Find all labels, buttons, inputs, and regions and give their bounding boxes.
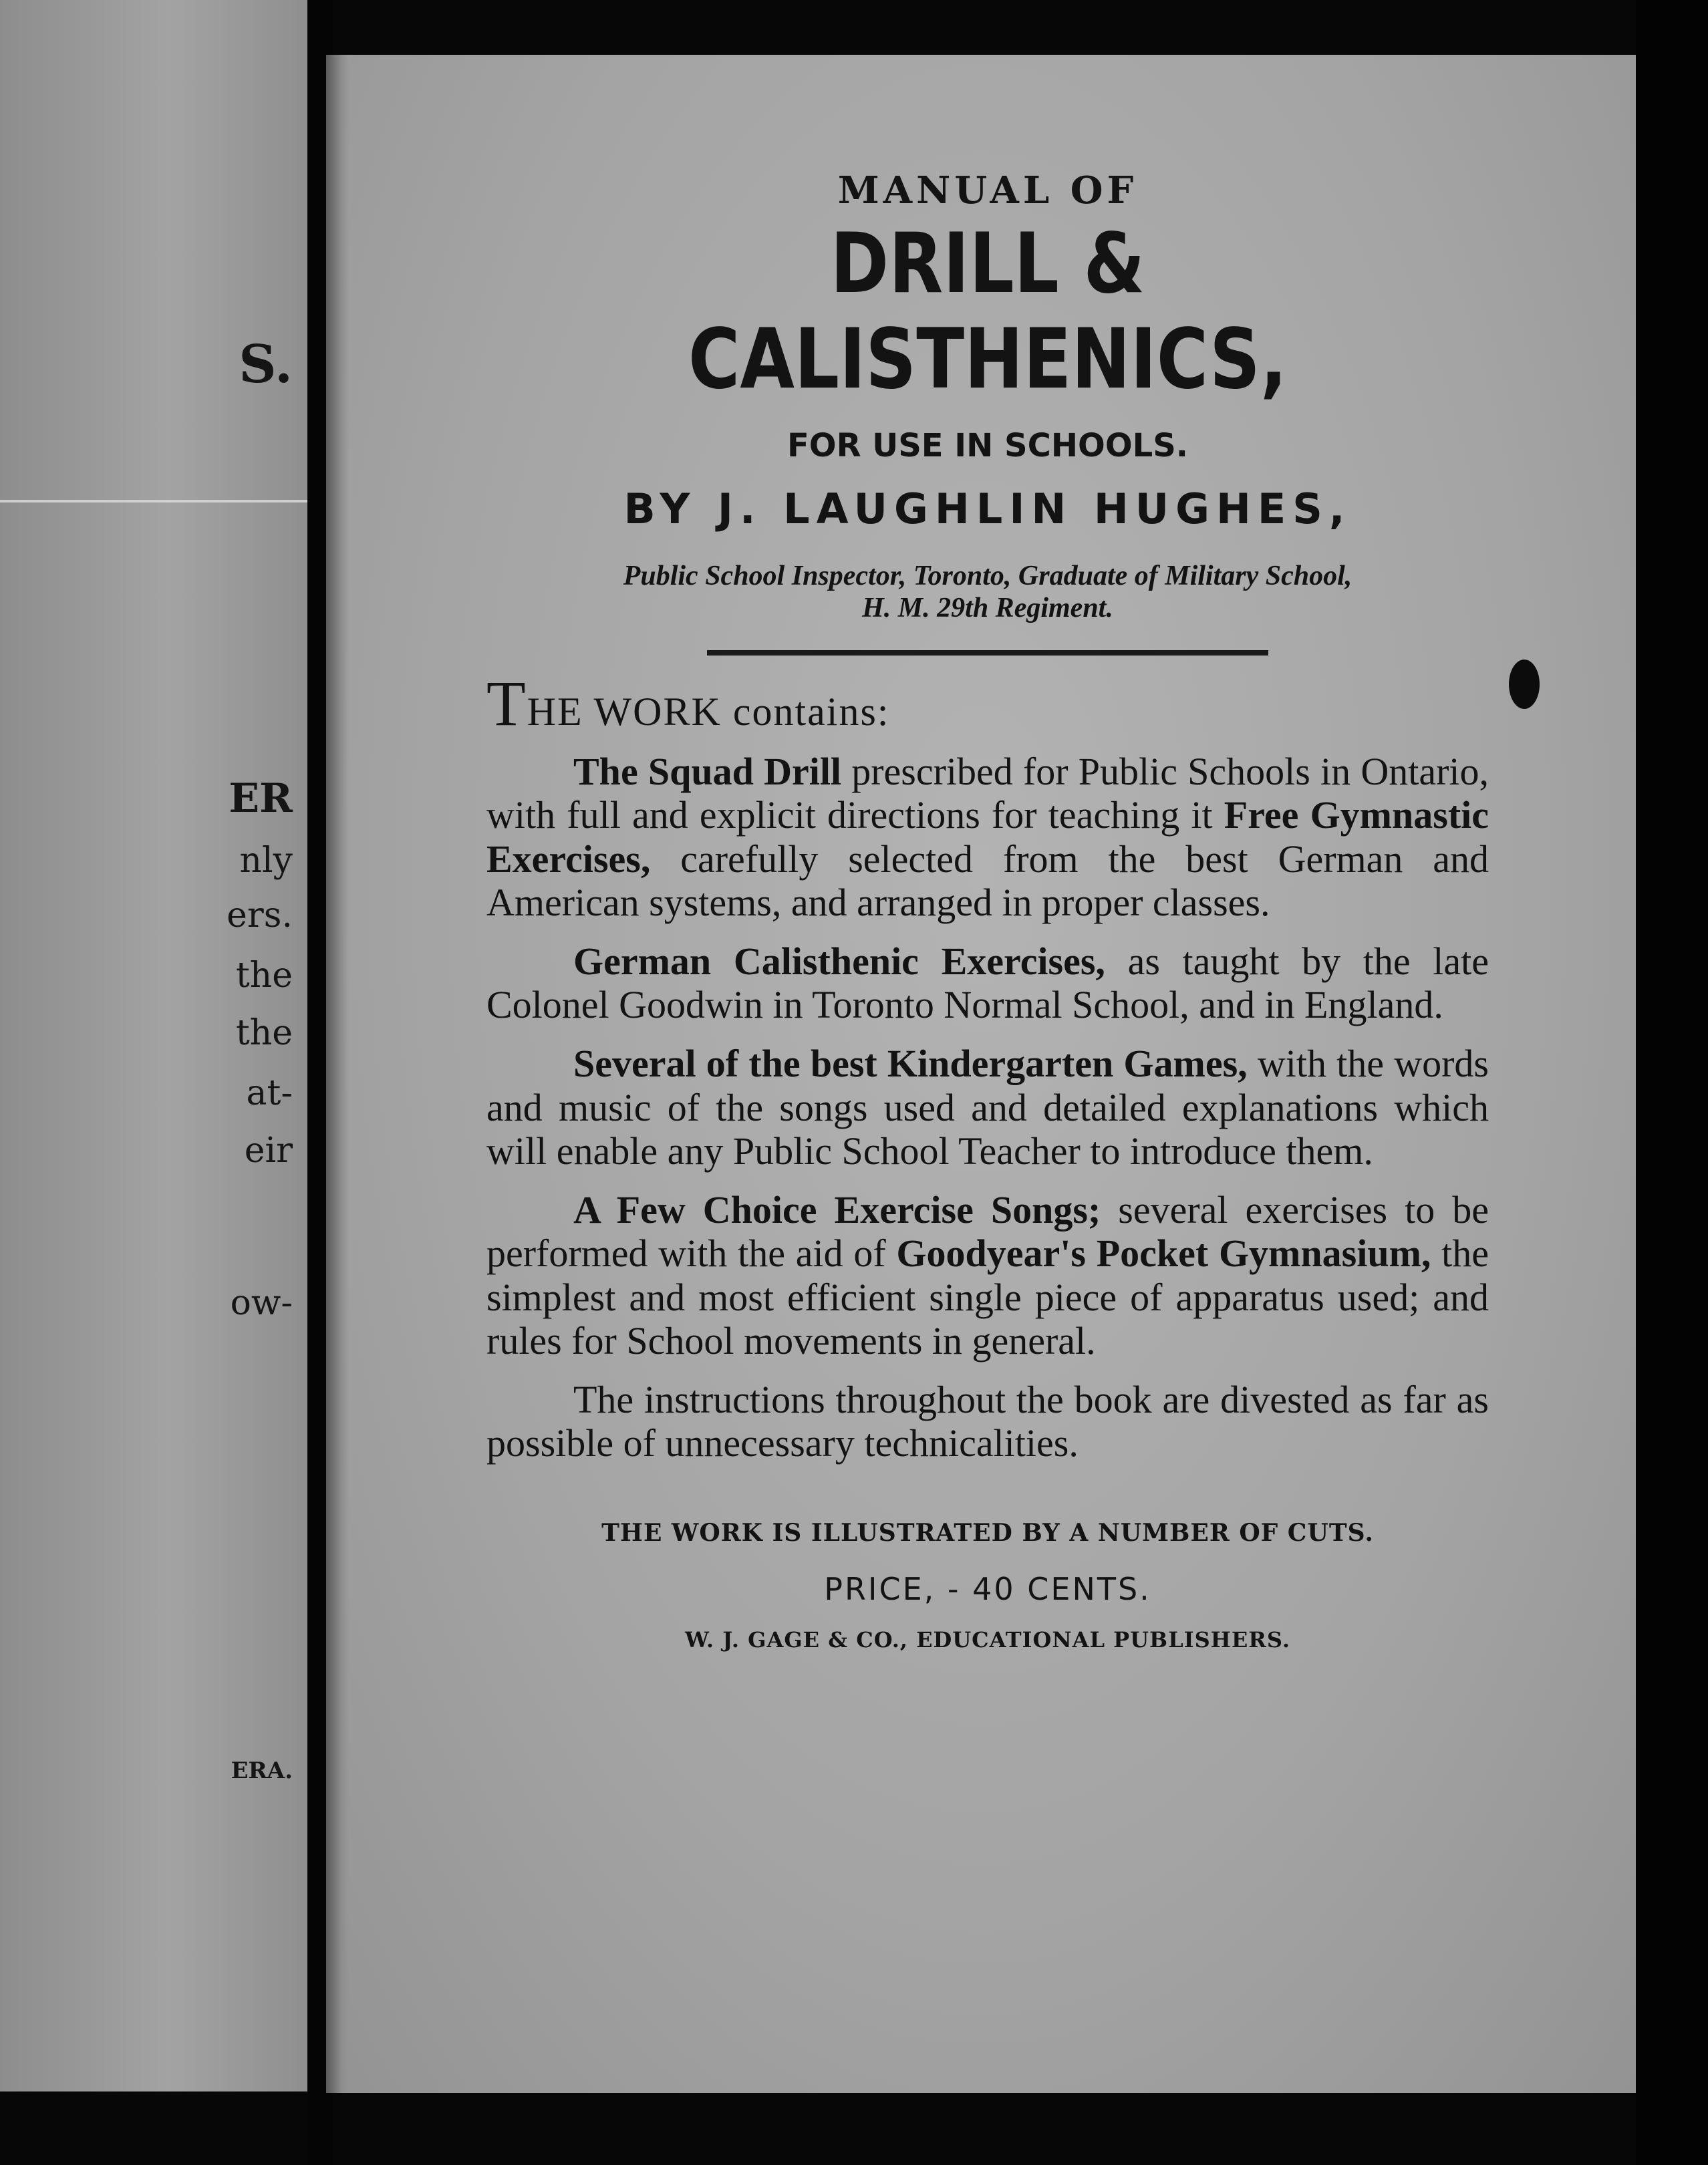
illustrated-note: THE WORK IS ILLUSTRATED BY A NUMBER OF CUTS. <box>601 1518 1374 1547</box>
author-role <box>486 560 1489 625</box>
emphasis: The Squad Drill <box>573 749 842 793</box>
emphasis: A Few Choice Exercise Songs; <box>573 1187 1101 1232</box>
left-fragment-text: the <box>235 1013 293 1053</box>
paragraph <box>486 750 1489 925</box>
intro-heading <box>486 667 1489 739</box>
scan-border <box>1636 0 1708 2165</box>
paragraph-text: carefully selected from the best German and American systems, and arranged in proper classes. <box>486 837 1489 925</box>
kicker: MANUAL OF <box>837 168 1138 212</box>
left-fragment-text: ER <box>229 775 293 822</box>
adjacent-page-fragment <box>0 0 307 2091</box>
ink-blot <box>1509 660 1540 709</box>
paragraph-text: prescribed for Public Schools in Ontario, with full and explicit directions for teaching it <box>486 749 1489 837</box>
book-title: DRILL & CALISTHENICS, <box>688 216 1288 408</box>
paragraph-text: several exercises to be performed with the aid of <box>486 1187 1489 1276</box>
paragraph-text: with the words and music of the songs used and detailed explanations which will enable any Public School Teacher to introduce them. <box>486 1041 1489 1173</box>
divider <box>0 500 307 502</box>
left-fragment-text: eir <box>244 1131 293 1171</box>
left-fragment-text: ERA. <box>231 1757 293 1784</box>
paragraph: The instructions throughout the book are divested as far as possible of unnecessary technicalities. <box>486 1377 1489 1465</box>
subtitle: FOR USE IN SCHOOLS. <box>787 427 1189 465</box>
emphasis: German Calisthenic Exercises, <box>573 939 1105 983</box>
byline: BY J. LAUGHLIN HUGHES, <box>623 484 1352 534</box>
emphasis: Goodyear's Pocket Gymnasium, <box>896 1232 1431 1276</box>
paragraph-text: as taught by the late Colonel Goodwin in Toronto Normal School, and in England. <box>486 939 1489 1027</box>
left-fragment-text: nly <box>239 841 293 881</box>
author-role-line: H. M. 29th Regiment. <box>862 593 1113 624</box>
intro-text: HE WORK contains: <box>527 689 890 734</box>
emphasis: Several of the best Kindergarten Games, <box>573 1041 1248 1085</box>
left-fragment-text: ers. <box>227 895 293 935</box>
page-edge <box>326 55 349 2093</box>
left-fragment-text: at- <box>246 1073 293 1113</box>
ad-content <box>486 168 1489 1652</box>
drop-cap: T <box>486 667 527 739</box>
divider <box>707 650 1268 656</box>
publisher: W. J. GAGE & CO., EDUCATIONAL PUBLISHERS. <box>685 1626 1290 1652</box>
left-fragment-text: the <box>235 956 293 996</box>
paragraph-text: the simplest and most efficient single piece of apparatus used; and rules for School movements in general. <box>486 1232 1489 1363</box>
paragraph <box>486 1188 1489 1363</box>
left-fragment-text: S. <box>239 334 293 395</box>
left-fragment-text: ow- <box>230 1283 293 1323</box>
price: PRICE, - 40 CENTS. <box>824 1570 1151 1607</box>
paragraph <box>486 1042 1489 1173</box>
advertisement-page <box>326 55 1636 2093</box>
emphasis: Free Gymnastic Exercises, <box>486 793 1489 881</box>
paragraph <box>486 940 1489 1027</box>
author-role-line: Public School Inspector, Toronto, Graduate of Military School, <box>623 561 1353 592</box>
